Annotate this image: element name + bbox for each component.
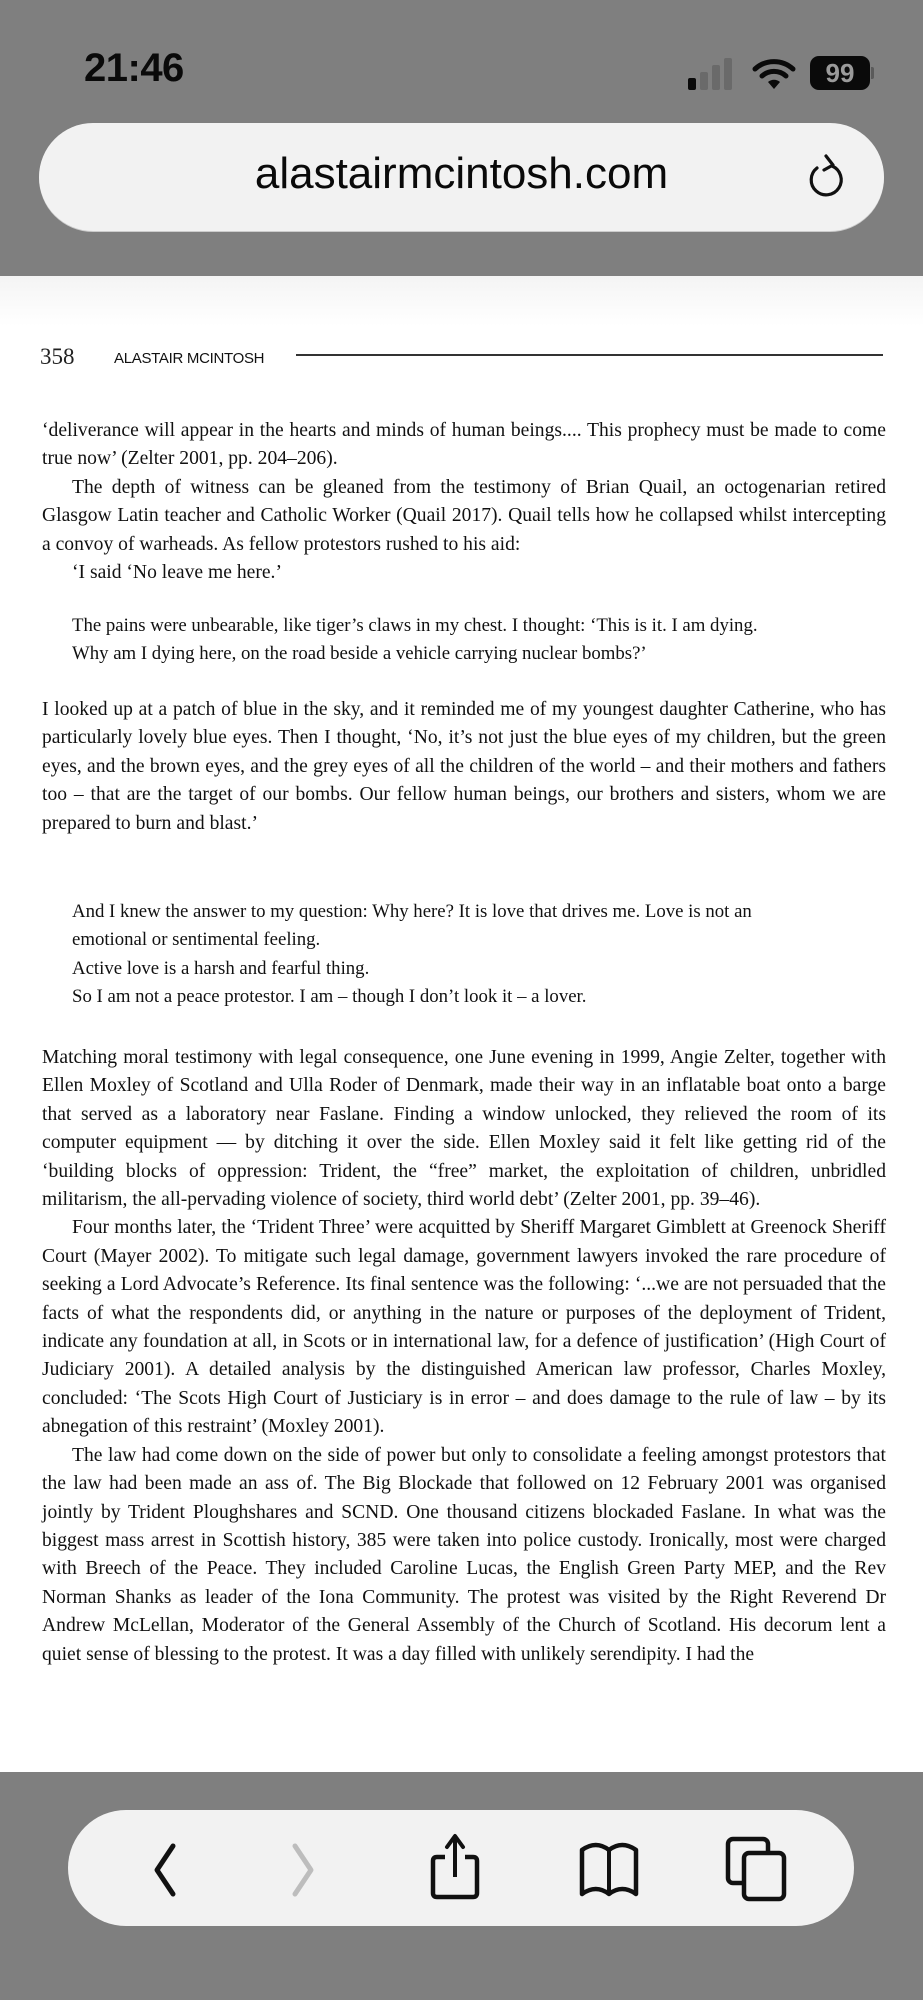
block-quote-1 xyxy=(72,612,872,669)
paragraph: Matching moral testimony with legal consequence, one June evening in 1999, Angie Zelter, together with Ellen Moxley of Scotland and Ulla Roder of Denmark, made their way in an inflatable boat onto a barge that served as a laboratory near Faslane. Finding a window unlocked, they relieved the room of its computer equipment — by ditching it over the side. Ellen Moxley said it felt like getting rid of the ‘building blocks of oppression: Trident, the “free” market, the exploitation of children, unbridled militarism, the all-pervading violence of society, third world debt’ (Zelter 2001, pp. 39–46). xyxy=(42,1047,886,1211)
share-button[interactable] xyxy=(410,1810,500,1926)
quote-line: Active love is a harsh and fearful thing. xyxy=(72,957,370,979)
quote-line: The pains were unbearable, like tiger’s claws in my chest. I thought: ‘This is it. I am dying. xyxy=(72,615,758,636)
header-rule xyxy=(296,354,883,356)
address-bar[interactable] xyxy=(39,123,884,231)
paragraph: The law had come down on the side of power but only to consolidate a feeling amongst protestors that the law had been made an ass of. The Big Blockade that followed on 12 February 2001 was organised jointly by Trident Ploughshares and SCND. One thousand citizens blockaded Faslane. In what was the biggest mass arrest in Scottish history, 385 were taken into police custody. Ironically, most were charged with Breech of the Peace. They included Caroline Lucas, the English Green Party MEP, and the Rev Norman Shanks as leader of the Iona Community. The protest was visited by the Right Reverend Dr Andrew McLellan, Moderator of the General Assembly of the Church of Scotland. His decorum lent a quiet sense of blessing to the protest. It was a day filled with unlikely serendipity. I had the xyxy=(42,1444,886,1665)
book-icon xyxy=(574,1838,644,1898)
tabs-button[interactable] xyxy=(712,1810,802,1926)
paragraph: Four months later, the ‘Trident Three’ were acquitted by Sheriff Margaret Gimblett at Greenock Sheriff Court (Mayer 2002). To mitigate such legal damage, government lawyers invoked the rare procedure of seeking a Lord Advocate’s Reference. Its final sentence was the following: ‘...we are not persuaded that the facts of what the respondents did, or anything in the nature or purposes of the deployment of Trident, indicate any foundation at all, in Scots or in international law, for a defence of justification’ (High Court of Judiciary 2001). A detailed analysis by the distinguished American law professor, Charles Moxley, concluded: ‘The Scots High Court of Justiciary is in error – and does damage to the rule of law – by its abnegation of this restraint’ (Moxley 2001). xyxy=(42,1217,886,1438)
quote-line: And I knew the answer to my question: Why here? It is love that drives me. Love is not an xyxy=(72,901,752,922)
browser-toolbar xyxy=(68,1810,854,1926)
quote-line: emotional or sentimental feeling. xyxy=(72,929,321,951)
chevron-right-icon xyxy=(283,1838,323,1898)
running-head xyxy=(40,344,883,374)
body-block-2 xyxy=(42,696,886,838)
page-number: 358 xyxy=(40,344,75,369)
tabs-icon xyxy=(722,1833,792,1903)
url-text[interactable]: alastairmcintosh.com xyxy=(254,149,669,198)
status-bar xyxy=(0,0,923,110)
paragraph: ‘deliverance will appear in the hearts and minds of human beings.... This prophecy must be made to come true now’ (Zelter 2001, pp. 204–206). xyxy=(42,420,886,470)
wifi-icon xyxy=(752,58,796,90)
block-quote-2 xyxy=(72,898,872,1012)
quote-line: Why am I dying here, on the road beside a vehicle carrying nuclear bombs?’ xyxy=(72,643,647,665)
running-head-author: ALASTAIR MCINTOSH xyxy=(114,350,265,367)
battery-icon xyxy=(810,56,874,90)
body-block-3 xyxy=(42,1044,886,1669)
cellular-signal-icon xyxy=(688,58,736,90)
reload-icon[interactable] xyxy=(800,146,850,206)
paragraph: The depth of witness can be gleaned from the testimony of Brian Quail, an octogenarian retired Glasgow Latin teacher and Catholic Worker (Quail 2017). Quail tells how he collapsed whilst intercepting a convoy of warheads. As fellow protestors rushed to his aid: xyxy=(42,476,886,555)
paragraph: I looked up at a patch of blue in the sky, and it reminded me of my youngest daughter Catherine, who has particularly lovely blue eyes. Then I thought, ‘No, it’s not just the blue eyes of my children, but the green eyes, and the brown eyes, and the grey eyes of all the children of the world – and their mothers and fathers too – that are the target of our bombs. Our fellow human beings, our brothers and sisters, whom we are prepared to burn and blast.’ xyxy=(42,699,886,834)
document-page[interactable] xyxy=(0,276,923,1772)
chevron-left-icon xyxy=(145,1838,185,1898)
paragraph: ‘I said ‘No leave me here.’ xyxy=(72,562,282,584)
status-time: 21:46 xyxy=(84,46,184,90)
share-icon xyxy=(425,1833,485,1903)
body-block-1 xyxy=(42,417,886,587)
bookmarks-button[interactable] xyxy=(564,1810,654,1926)
quote-line: So I am not a peace protestor. I am – though I don’t look it – a lover. xyxy=(72,986,587,1008)
back-button[interactable] xyxy=(120,1810,210,1926)
battery-level: 99 xyxy=(810,56,870,90)
forward-button[interactable] xyxy=(258,1810,348,1926)
